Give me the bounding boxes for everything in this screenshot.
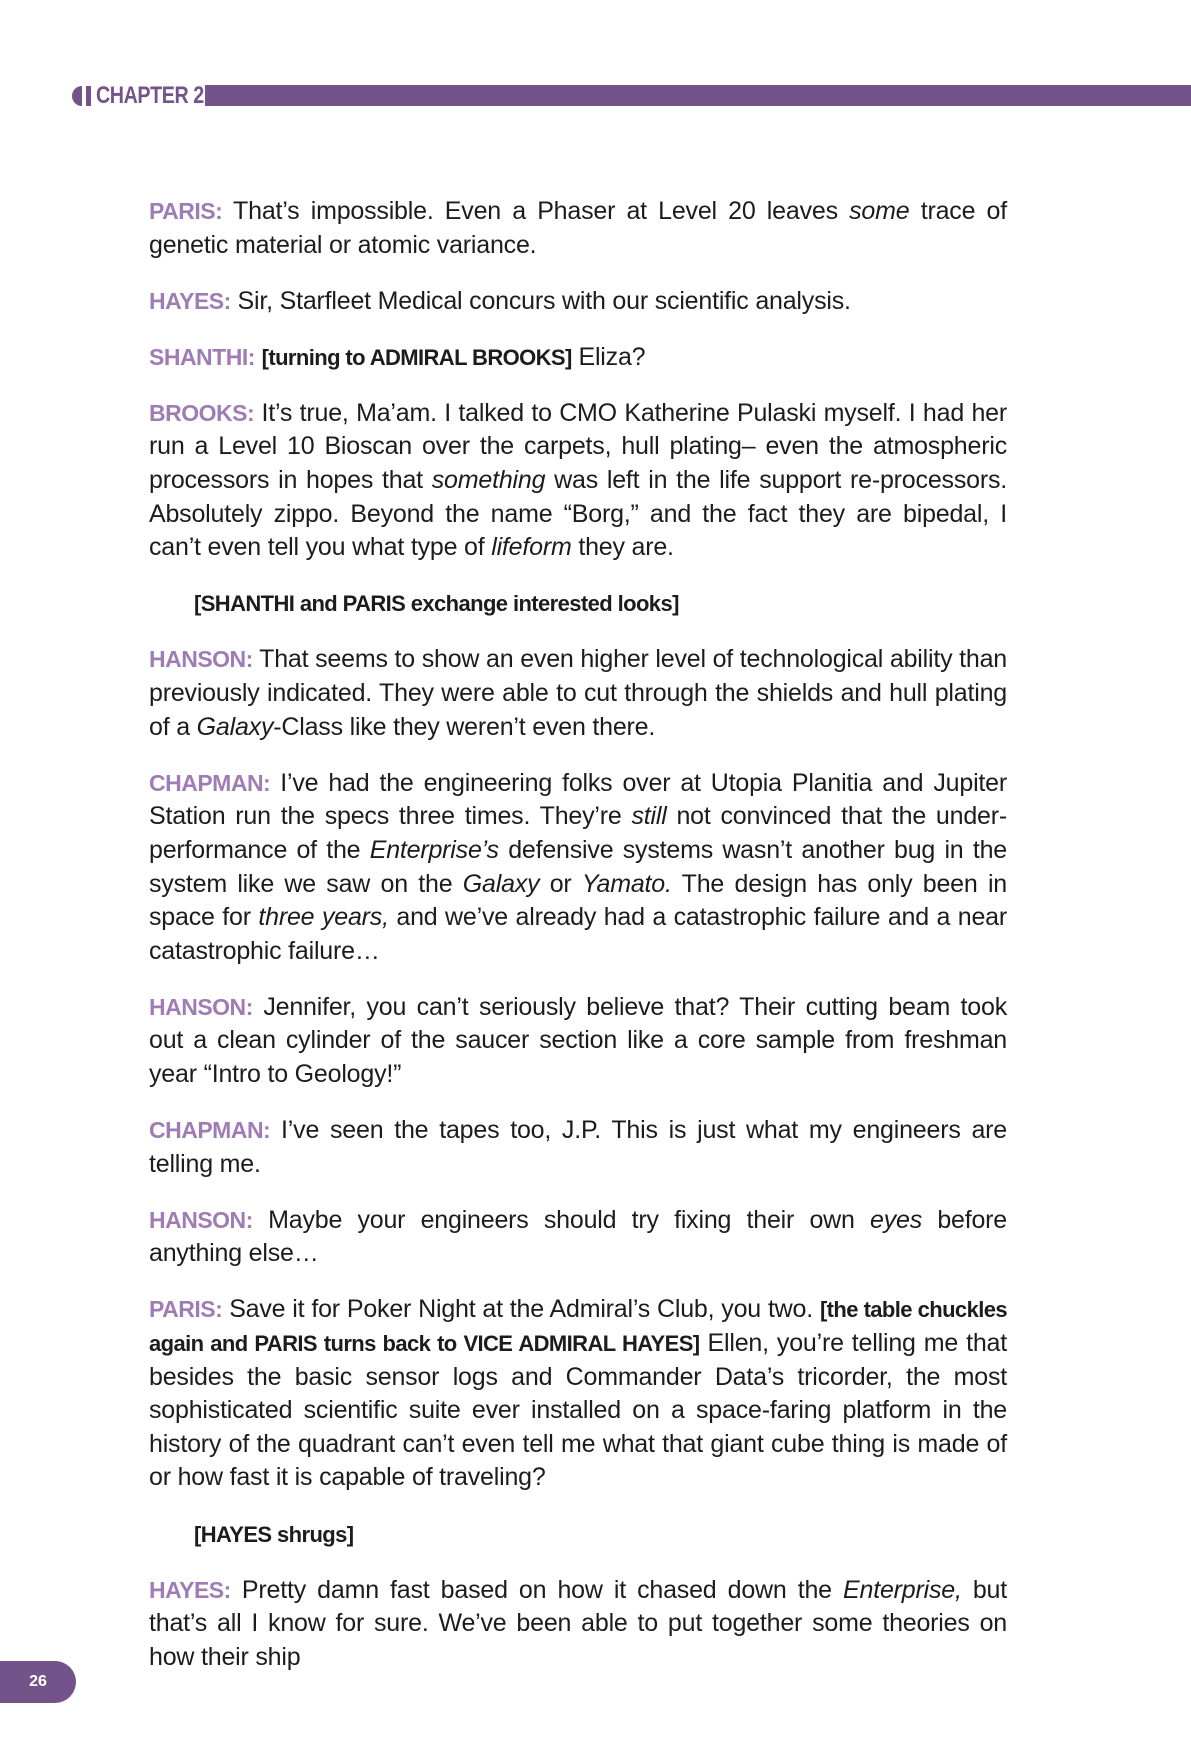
chapter-title: CHAPTER 2 <box>96 82 204 109</box>
chapter-header <box>72 80 1191 110</box>
line-text: Save it for Poker Night at the Admiral’s Club, you two. <box>222 1295 820 1324</box>
stage-direction <box>194 587 1007 621</box>
inline-direction: [the table chuckles again and PARIS turns back to VICE ADMIRAL HAYES] <box>149 1297 1007 1357</box>
dialogue-line <box>149 1293 1007 1495</box>
stage-direction <box>194 1518 1007 1552</box>
line-text: trace of genetic material or atomic variance. <box>149 197 1007 259</box>
speaker-name: HAYES: <box>149 287 231 314</box>
dialogue-line <box>149 1204 1007 1271</box>
dialogue-line <box>149 195 1007 262</box>
emphasis-text: still <box>631 802 667 831</box>
line-text: before anything else… <box>149 1205 1008 1268</box>
speaker-name: CHAPMAN: <box>149 769 271 796</box>
speaker-name: BROOKS: <box>149 399 255 426</box>
emphasis-text: Enterprise, <box>843 1575 962 1604</box>
emphasis-text: Galaxy <box>462 869 540 898</box>
line-text: Ellen, you’re telling me that besides the basic sensor logs and Commander Data’s tricorder, the most sophisticated scientific suite ever installed on a space-faring platform in the history of the quadrant can’t even tell me what that giant cube thing is made of or how fast it is capable of traveling? <box>149 1329 1008 1492</box>
line-text: and we’ve already had a catastrophic failure and a near catastrophic failure… <box>149 903 1007 965</box>
emphasis-text: eyes <box>870 1205 923 1234</box>
line-text: Maybe your engineers should try fixing their own <box>252 1205 871 1234</box>
speaker-name: HANSON: <box>149 1206 253 1233</box>
line-text: defensive systems wasn’t another bug in the system like we saw on the <box>149 835 1007 898</box>
stage-direction-text: [HAYES shrugs] <box>194 1521 354 1547</box>
emphasis-text: Yamato. <box>581 869 672 898</box>
dialogue-line <box>149 1114 1007 1181</box>
emphasis-text: something <box>431 466 546 495</box>
dialogue-line <box>149 397 1007 565</box>
line-text: I’ve had the engineering folks over at Utopia Planitia and Jupiter Station run the specs three times. They’re <box>149 768 1007 831</box>
chapter-header-tick <box>86 86 91 106</box>
dialogue-line <box>149 991 1007 1092</box>
emphasis-text: three years, <box>258 903 389 932</box>
speaker-name: HAYES: <box>149 1576 231 1603</box>
dialogue-line <box>149 643 1007 744</box>
line-text: That seems to show an even higher level of technological ability than previously indicated. They were able to cut through the shields and hull plating of a <box>149 645 1007 741</box>
line-text: I’ve seen the tapes too, J.P. This is just what my engineers are telling me. <box>149 1116 1007 1178</box>
speaker-name: SHANTHI: <box>149 343 255 370</box>
emphasis-text: some <box>849 197 910 225</box>
line-text: -Class like they weren’t even there. <box>273 712 656 741</box>
speaker-name: HANSON: <box>149 993 253 1020</box>
dialogue-line <box>149 767 1007 969</box>
line-text: was left in the life support re-processors. Absolutely zippo. Beyond the name “Borg,” and the fact they are bipedal, I can’t even tell you what type of <box>149 466 1007 562</box>
speaker-name: CHAPMAN: <box>149 1117 271 1144</box>
stage-direction-text: [SHANTHI and PARIS exchange interested looks] <box>194 591 679 617</box>
emphasis-text: Galaxy <box>196 712 274 741</box>
dialogue-line <box>149 341 1007 375</box>
line-text: Jennifer, you can’t seriously believe that? Their cutting beam took out a clean cylinder of the saucer section like a core sample from freshman year “Intro to Geology!” <box>149 992 1007 1088</box>
script-body <box>149 195 1007 1697</box>
chapter-header-cap <box>72 86 82 106</box>
line-text: Eliza? <box>571 342 646 371</box>
line-text: not convinced that the under-performance of the <box>149 802 1007 864</box>
line-text: Pretty damn fast based on how it chased down the <box>230 1575 844 1604</box>
line-text: That’s impossible. Even a Phaser at Level 20 leaves <box>222 197 850 225</box>
emphasis-text: Enterprise’s <box>369 835 499 864</box>
chapter-header-bar <box>205 85 1191 106</box>
emphasis-text: lifeform <box>491 533 572 562</box>
dialogue-line <box>149 1574 1007 1675</box>
dialogue-line <box>149 285 1007 319</box>
line-text: but that’s all I know for sure. We’ve been able to put together some theories on how their ship <box>149 1575 1007 1671</box>
speaker-name: HANSON: <box>149 646 253 673</box>
line-text: It’s true, Ma’am. I talked to CMO Katherine Pulaski myself. I had her run a Level 10 Bioscan over the carpets, hull plating– even the atmospheric processors in hopes that <box>149 398 1007 495</box>
inline-direction: [turning to ADMIRAL BROOKS] <box>261 344 572 370</box>
speaker-name: PARIS: <box>149 1296 223 1323</box>
speaker-name: PARIS: <box>149 198 223 224</box>
line-text <box>255 343 262 371</box>
line-text: Sir, Starfleet Medical concurs with our scientific analysis. <box>230 286 851 315</box>
line-text: or <box>539 869 582 898</box>
page-number: 26 <box>0 1661 76 1703</box>
line-text: they are. <box>571 533 674 562</box>
line-text: The design has only been in space for <box>149 869 1007 932</box>
